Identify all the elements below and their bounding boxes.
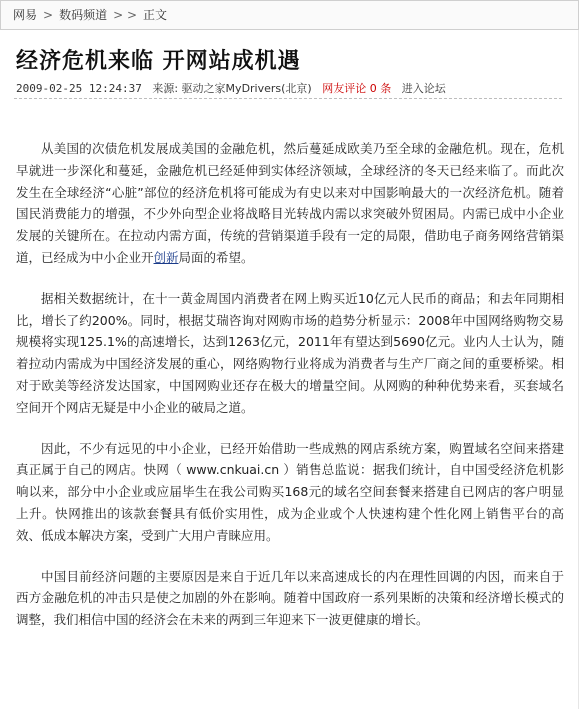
divider	[14, 98, 562, 99]
paragraph-1	[16, 138, 564, 269]
forum-link[interactable]: 进入论坛	[401, 82, 446, 95]
paragraph-text: 从美国的次债危机发展成美国的金融危机，然后蔓延成欧美乃至全球的金融危机。现在，危机早就进一步深化和蔓延，金融危机已经延伸到实体经济领域，全球经济的冬天已经来临了。而此次发生在全球经济“心脏”部位的经济危机将可能成为有史以来对中国影响最大的一次经济危机。随着国民消费能力的增强，不少外向型企业将战略目光转战内需以求突破外贸困局。内需已成中小企业发展的关键所在。在拉动内需方面，传统的营销渠道手段有一定的局限，借助电子商务网络营销渠道，已经成为中小企业开	[16, 141, 564, 265]
breadcrumb	[0, 0, 579, 30]
publish-date: 2009-02-25 12:24:37	[16, 82, 142, 95]
source-label: 来源:	[152, 82, 179, 95]
comment-count-link[interactable]: 网友评论 0 条	[322, 82, 392, 95]
paragraph-3: 因此，不少有远见的中小企业，已经开始借助一些成熟的网店系统方案，购置域名空间来搭建真正属于自己的网店。快网（ www.cnkuai.cn ）销售总监说：据我们统计，自中国受经济危机影响以来，部分中小企业或应届毕生在我公司购买168元的域名空间套餐来搭建自已网店的客户明显上升。快网推出的该款套餐具有低价实用性，成为企业或个人快速构建个性化网上销售平台的高效、低成本解决方案，受到广大用户青睐应用。	[16, 440, 564, 543]
article-meta	[16, 80, 446, 96]
paragraph-2: 据相关数据统计，在十一黄金周国内消费者在网上购买近10亿元人民币的商品；和去年同期相比，增长了约200%。同时，根据艾瑞咨询对网购市场的趋势分析显示：2008年中国网络购物交易规模将实现125.1%的高速增长，达到1263亿元，2011年有望达到5690亿元。业内人士认为，随着拉动内需成为中国经济发展的重心，网络购物行业将成为消费者与生产厂商之间的重要桥梁。相对于欧美等经济发达国家，中国网购业还存在极大的增量空间。从网购的种种优势来看，买套域名空间开个网店无疑是中小企业的破局之道。	[16, 290, 564, 415]
innovation-link[interactable]: 创新	[153, 249, 179, 265]
breadcrumb-current: 正文	[143, 8, 168, 22]
breadcrumb-separator: > >	[113, 8, 138, 22]
breadcrumb-channel-link[interactable]: 数码频道	[59, 8, 108, 22]
paragraph-4: 中国目前经济问题的主要原因是来自于近几年以来高速成长的内在理性回调的内因，而来自于西方金融危机的冲击只是使之加剧的外在影响。随着中国政府一系列果断的决策和经济增长模式的调整，我们相信中国的经济会在未来的两到三年迎来下一波更健康的增长。	[16, 568, 564, 628]
article-title: 经济危机来临 开网站成机遇	[16, 48, 301, 74]
breadcrumb-site-link[interactable]: 网易	[13, 8, 38, 22]
article-body	[16, 138, 564, 650]
paragraph-text: 局面的希望。	[178, 249, 254, 265]
right-border	[578, 30, 579, 709]
breadcrumb-separator: >	[43, 8, 54, 22]
source-name: 驱动之家MyDrivers(北京)	[181, 82, 312, 95]
